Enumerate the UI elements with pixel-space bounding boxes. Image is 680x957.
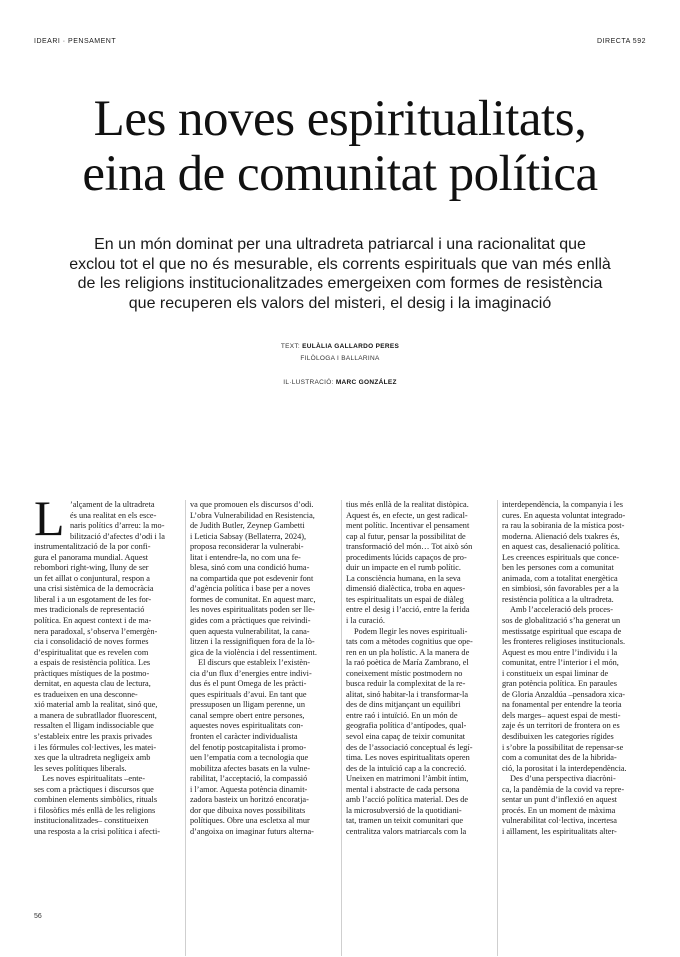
text-line: cia i consolidació de noves formes — [34, 637, 149, 647]
text-line: d’angoixa on imaginar futurs alterna- — [190, 826, 314, 836]
text-line: tima. Les noves espiritualitats operen — [346, 753, 470, 763]
text-line: dernitat, en aquesta clau de lectura, — [34, 679, 151, 689]
text-line: aquestes noves espiritualitats con- — [190, 721, 304, 731]
author-role: FILÒLOGA I BALLARINA — [300, 355, 380, 362]
text-line: mes tradicionals de representació — [34, 605, 145, 615]
text-line: i aïllament, les espiritualitats alter- — [502, 826, 617, 836]
text-line: institucionalitzades– constitueixen — [34, 816, 149, 826]
text-line: les seves polítiques liberals. — [34, 763, 127, 773]
text-line: tat, tramen un teixit comunitari que — [346, 816, 464, 826]
text-line: és una realitat en els esce- — [70, 510, 157, 520]
text-line: ra rau la sobirania de la mística post- — [502, 521, 625, 531]
text-line: mestissatge espiritual que escapa de — [502, 626, 622, 636]
text-line: de Judith Butler, Zeynep Gambetti — [190, 521, 305, 531]
text-line: L’obra Vulnerabilidad en Resistencia, — [190, 510, 315, 520]
text-column-3 — [346, 500, 500, 838]
text-line: les fronteres religioses institucionals. — [502, 637, 626, 647]
text-line: comunitat, entre l’interior i el món, — [502, 658, 619, 668]
text-line: una crisi sistèmica de la democràcia — [34, 584, 154, 594]
text-line: interdependència, la companyia i les — [502, 500, 623, 509]
text-column-1 — [34, 500, 188, 838]
text-line: ’alçament de la ultradreta — [70, 500, 155, 509]
text-line: vulnerabilitat col·lectiva, incertesa — [502, 816, 617, 826]
author-credit — [0, 341, 680, 353]
text-line: alitat, sinó habitar-la i transformar-la — [346, 689, 468, 699]
text-line: les noves espiritualitats poden ser lle- — [190, 605, 315, 615]
text-line: polítiques. Obre una escletxa al mur — [190, 816, 310, 826]
text-line: procediments lúcids capaços de pro- — [346, 552, 467, 562]
text-line: zadora basteix un horitzó encoratja- — [190, 795, 309, 805]
text-line: dor que dibuixa noves possibilitats — [190, 805, 306, 815]
text-line: centralitza valors matriarcals com la — [346, 826, 467, 836]
text-line: entre raó i intuïció. En un món de — [346, 710, 458, 720]
text-line: zaje és un territori de frontera on es — [502, 721, 620, 731]
text-line: litat i entendre-la, no com una fe- — [190, 552, 301, 562]
subtitle-line-2: exclou tot el que no és mesurable, els corrents espirituals que van més enllà — [69, 255, 611, 273]
text-line: de Gloria Anzaldúa –pensadora xica- — [502, 689, 626, 699]
text-column-4 — [502, 500, 648, 838]
text-line: xió material amb la realitat, sinó que, — [34, 700, 158, 710]
text-line: pressuposen un lligam perenne, un — [190, 700, 305, 710]
text-line: geografia política d’antípodes, qual- — [346, 721, 467, 731]
illustration-label: IL·LUSTRACIÓ: — [283, 379, 334, 386]
text-line: la raó poètica de María Zambrano, el — [346, 658, 469, 668]
text-line: i l’amor. Aquesta potència dinamit- — [190, 784, 308, 794]
text-line: fronten el caràcter individualista — [190, 732, 298, 742]
text-line: coneixement místic postmodern no — [346, 668, 463, 678]
text-line: cia d’un flux d’energies entre indivi- — [190, 668, 312, 678]
text-line: quen aquesta vulnerabilitat, la cana- — [190, 626, 310, 636]
text-line: a manera de subratllador fluorescent, — [34, 710, 157, 720]
text-line: ment polític. Incentivar el pensament — [346, 521, 470, 531]
text-line: bilització d’afectes d’odi i la — [70, 531, 165, 541]
text-line: animada, com a totalitat energètica — [502, 573, 618, 583]
text-line: sentar un punt d’inflexió en aquest — [502, 795, 617, 805]
text-line: rabilitat, l’acceptació, la compassió — [190, 774, 308, 784]
text-line: des de dins mitjançant un equilibri — [346, 700, 461, 710]
text-line: pràctiques místiques de la postmo- — [34, 668, 150, 678]
text-line: sevol eina capaç de teixir comunitat — [346, 732, 466, 742]
text-line: liberal i a un esgotament de les for- — [34, 594, 152, 604]
text-line: Aquest es mou entre l’individu i la — [502, 647, 618, 657]
text-line: transformació del món… Tot això són — [346, 542, 473, 552]
text-line: a espais de resistència política. Les — [34, 658, 151, 668]
illustrator-name: MARC GONZÁLEZ — [335, 379, 397, 386]
text-line: dels marges– aquest espai de mesti- — [502, 710, 621, 720]
text-line: xes que la ultradreta negligeix amb — [34, 753, 151, 763]
text-line: gura el panorama mundial. Aquest — [34, 552, 149, 562]
text-line: tes espiritualitats un espai de diàleg — [346, 594, 464, 604]
drop-cap: L — [34, 490, 65, 546]
text-line: na compartida que pot esdevenir font — [190, 573, 314, 583]
article-title — [0, 92, 680, 202]
author-name: EULÀLIA GALLARDO PERES — [302, 343, 400, 350]
text-line: del fenotip postcapitalista i promo- — [190, 742, 307, 752]
text-line: gran potència política. En paraules — [502, 679, 617, 689]
text-line: moderna. Alienació dels txakres és, — [502, 531, 620, 541]
text-line: com a comunitat des de la hibrida- — [502, 753, 617, 763]
text-line: La consciència humana, en la seva — [346, 573, 461, 583]
page-number: 56 — [34, 913, 42, 920]
text-column-2 — [190, 500, 344, 838]
text-line: procés. En un moment de màxima — [502, 805, 616, 815]
article-subtitle — [28, 235, 652, 313]
text-line: nera paradoxal, s’observa l’emergèn- — [34, 626, 158, 636]
text-line: la microsubversió de la quotidiani- — [346, 805, 462, 815]
text-line: litzen i la ressignifiquen fora de la lò- — [190, 637, 315, 647]
text-line: Les creences espirituals que conce- — [502, 552, 620, 562]
text-line: resistència política a la ultradreta. — [502, 594, 614, 604]
text-line: Uneixen en matrimoni l’àmbit íntim, — [346, 774, 469, 784]
text-line: mental i abstracte de cada persona — [346, 784, 460, 794]
text-line: sos de globalització s’ha generat un — [502, 616, 621, 626]
text-line: Podem llegir les noves espirituali- — [354, 626, 468, 636]
subtitle-line-4: que recuperen els valors del misteri, el desig i la imaginació — [128, 294, 552, 312]
text-line: cap al futur, pensar la possibilitat de — [346, 531, 466, 541]
text-line: El discurs que estableix l’existèn- — [198, 658, 310, 668]
text-line: Aquest és, en efecte, un gest radical- — [346, 510, 468, 520]
text-line: en simbiosi, són favorables per a la — [502, 584, 619, 594]
text-line: s’estableix entre les praxis privades — [34, 732, 152, 742]
illustrator-credit — [0, 377, 680, 389]
text-line: i Leticia Sabsay (Bellaterra, 2024), — [190, 531, 307, 541]
title-line-2: eina de comunitat política — [82, 146, 598, 202]
text-line: canal sempre obert entre persones, — [190, 710, 305, 720]
text-line: d’agència política i base per a noves — [190, 584, 311, 594]
text-line: combinen elements simbòlics, rituals — [34, 795, 158, 805]
text-line: un fet aïllat o conjuntural, respon a — [34, 573, 150, 583]
text-line: Des d’una perspectiva diacròni- — [510, 774, 616, 784]
text-line: gides com a pràctiques que reivindi- — [190, 616, 311, 626]
text-line: Les noves espiritualitats –ente- — [42, 774, 145, 784]
text-line: blesa, sinó com una condició huma- — [190, 563, 310, 573]
text-line: ció, la porositat i la interdependència. — [502, 763, 627, 773]
text-line: entre el desig i l’acció, entre la ferida — [346, 605, 470, 615]
text-line: i s’obre la possibilitat de repensar-se — [502, 742, 624, 752]
text-line: amb l’acció política material. Des de — [346, 795, 469, 805]
subtitle-line-3: de les religions institucionalitzades emergeixen com formes de resistència — [77, 275, 603, 292]
text-line: en aquest cas, desalienació política. — [502, 542, 620, 552]
text-line: des de l’associació conceptual és legí- — [346, 742, 473, 752]
text-line: tats com a mètodes cognitius que ope- — [346, 637, 473, 647]
text-line: i filosòfics més enllà de les religions — [34, 805, 156, 815]
text-line: i la curació. — [346, 616, 385, 626]
text-line: dimensió dialèctica, troba en aques- — [346, 584, 466, 594]
text-line: na fonamental per entendre la teoria — [502, 700, 622, 710]
text-line: mobilitza afectes basats en la vulne- — [190, 763, 311, 773]
text-line: ca, la pandèmia de la covid va repre- — [502, 784, 625, 794]
text-label: TEXT: — [280, 343, 301, 350]
text-line: gica de la violència i del ressentiment. — [190, 647, 317, 657]
text-line: busca reduir la complexitat de la re- — [346, 679, 466, 689]
text-line: i constitueix un espai liminar de — [502, 668, 609, 678]
text-line: política. En aquest context i de ma- — [34, 616, 152, 626]
text-line: duir un impacte en el rumb polític. — [346, 563, 461, 573]
text-line: ben les persones com a comunitat — [502, 563, 614, 573]
text-line: formes de comunitat. En aquest marc, — [190, 594, 316, 604]
text-line: cures. En aquesta voluntat integrado- — [502, 510, 626, 520]
text-line: es tradueixen en una desconne- — [34, 689, 138, 699]
text-line: rebombori right-wing, lluny de ser — [34, 563, 149, 573]
text-line: tius més enllà de la realitat distòpica. — [346, 500, 469, 509]
text-line: proposa reconsiderar la vulnerabi- — [190, 542, 304, 552]
text-line: ses com a pràctiques i discursos que — [34, 784, 154, 794]
text-line: des de la intuïció cap a la concreció. — [346, 763, 467, 773]
text-line: uen l’empatia com a tecnologia que — [190, 753, 309, 763]
article-credits — [0, 341, 680, 389]
text-line: Amb l’acceleració dels proces- — [510, 605, 613, 615]
subtitle-line-1: En un món dominat per una ultradreta patriarcal i una racionalitat que — [94, 236, 586, 253]
text-line: d’espiritualitat que es revelen com — [34, 647, 149, 657]
text-line: desdibuixen les categories rígides — [502, 732, 614, 742]
text-line: i les fórmules col·lectives, les matei- — [34, 742, 157, 752]
section-label: IDEARI · PENSAMENT — [34, 38, 117, 45]
title-line-1: Les noves espiritualitats, — [93, 91, 587, 147]
issue-label: DIRECTA 592 — [597, 38, 646, 45]
text-line: naris polítics d’arreu: la mo- — [70, 521, 165, 531]
text-line: ques espirituals d’avui. En tant que — [190, 689, 307, 699]
text-line: instrumentalització de la por confi- — [34, 542, 151, 552]
text-line: va que promouen els discursos d’odi. — [190, 500, 314, 509]
text-line: ressalten el lligam indissociable que — [34, 721, 154, 731]
text-line: dus és el punt Omega de les pràcti- — [190, 679, 307, 689]
text-line: una resposta a la crisi política i afecti- — [34, 826, 161, 836]
text-line: ren en un pla holístic. A la manera de — [346, 647, 470, 657]
